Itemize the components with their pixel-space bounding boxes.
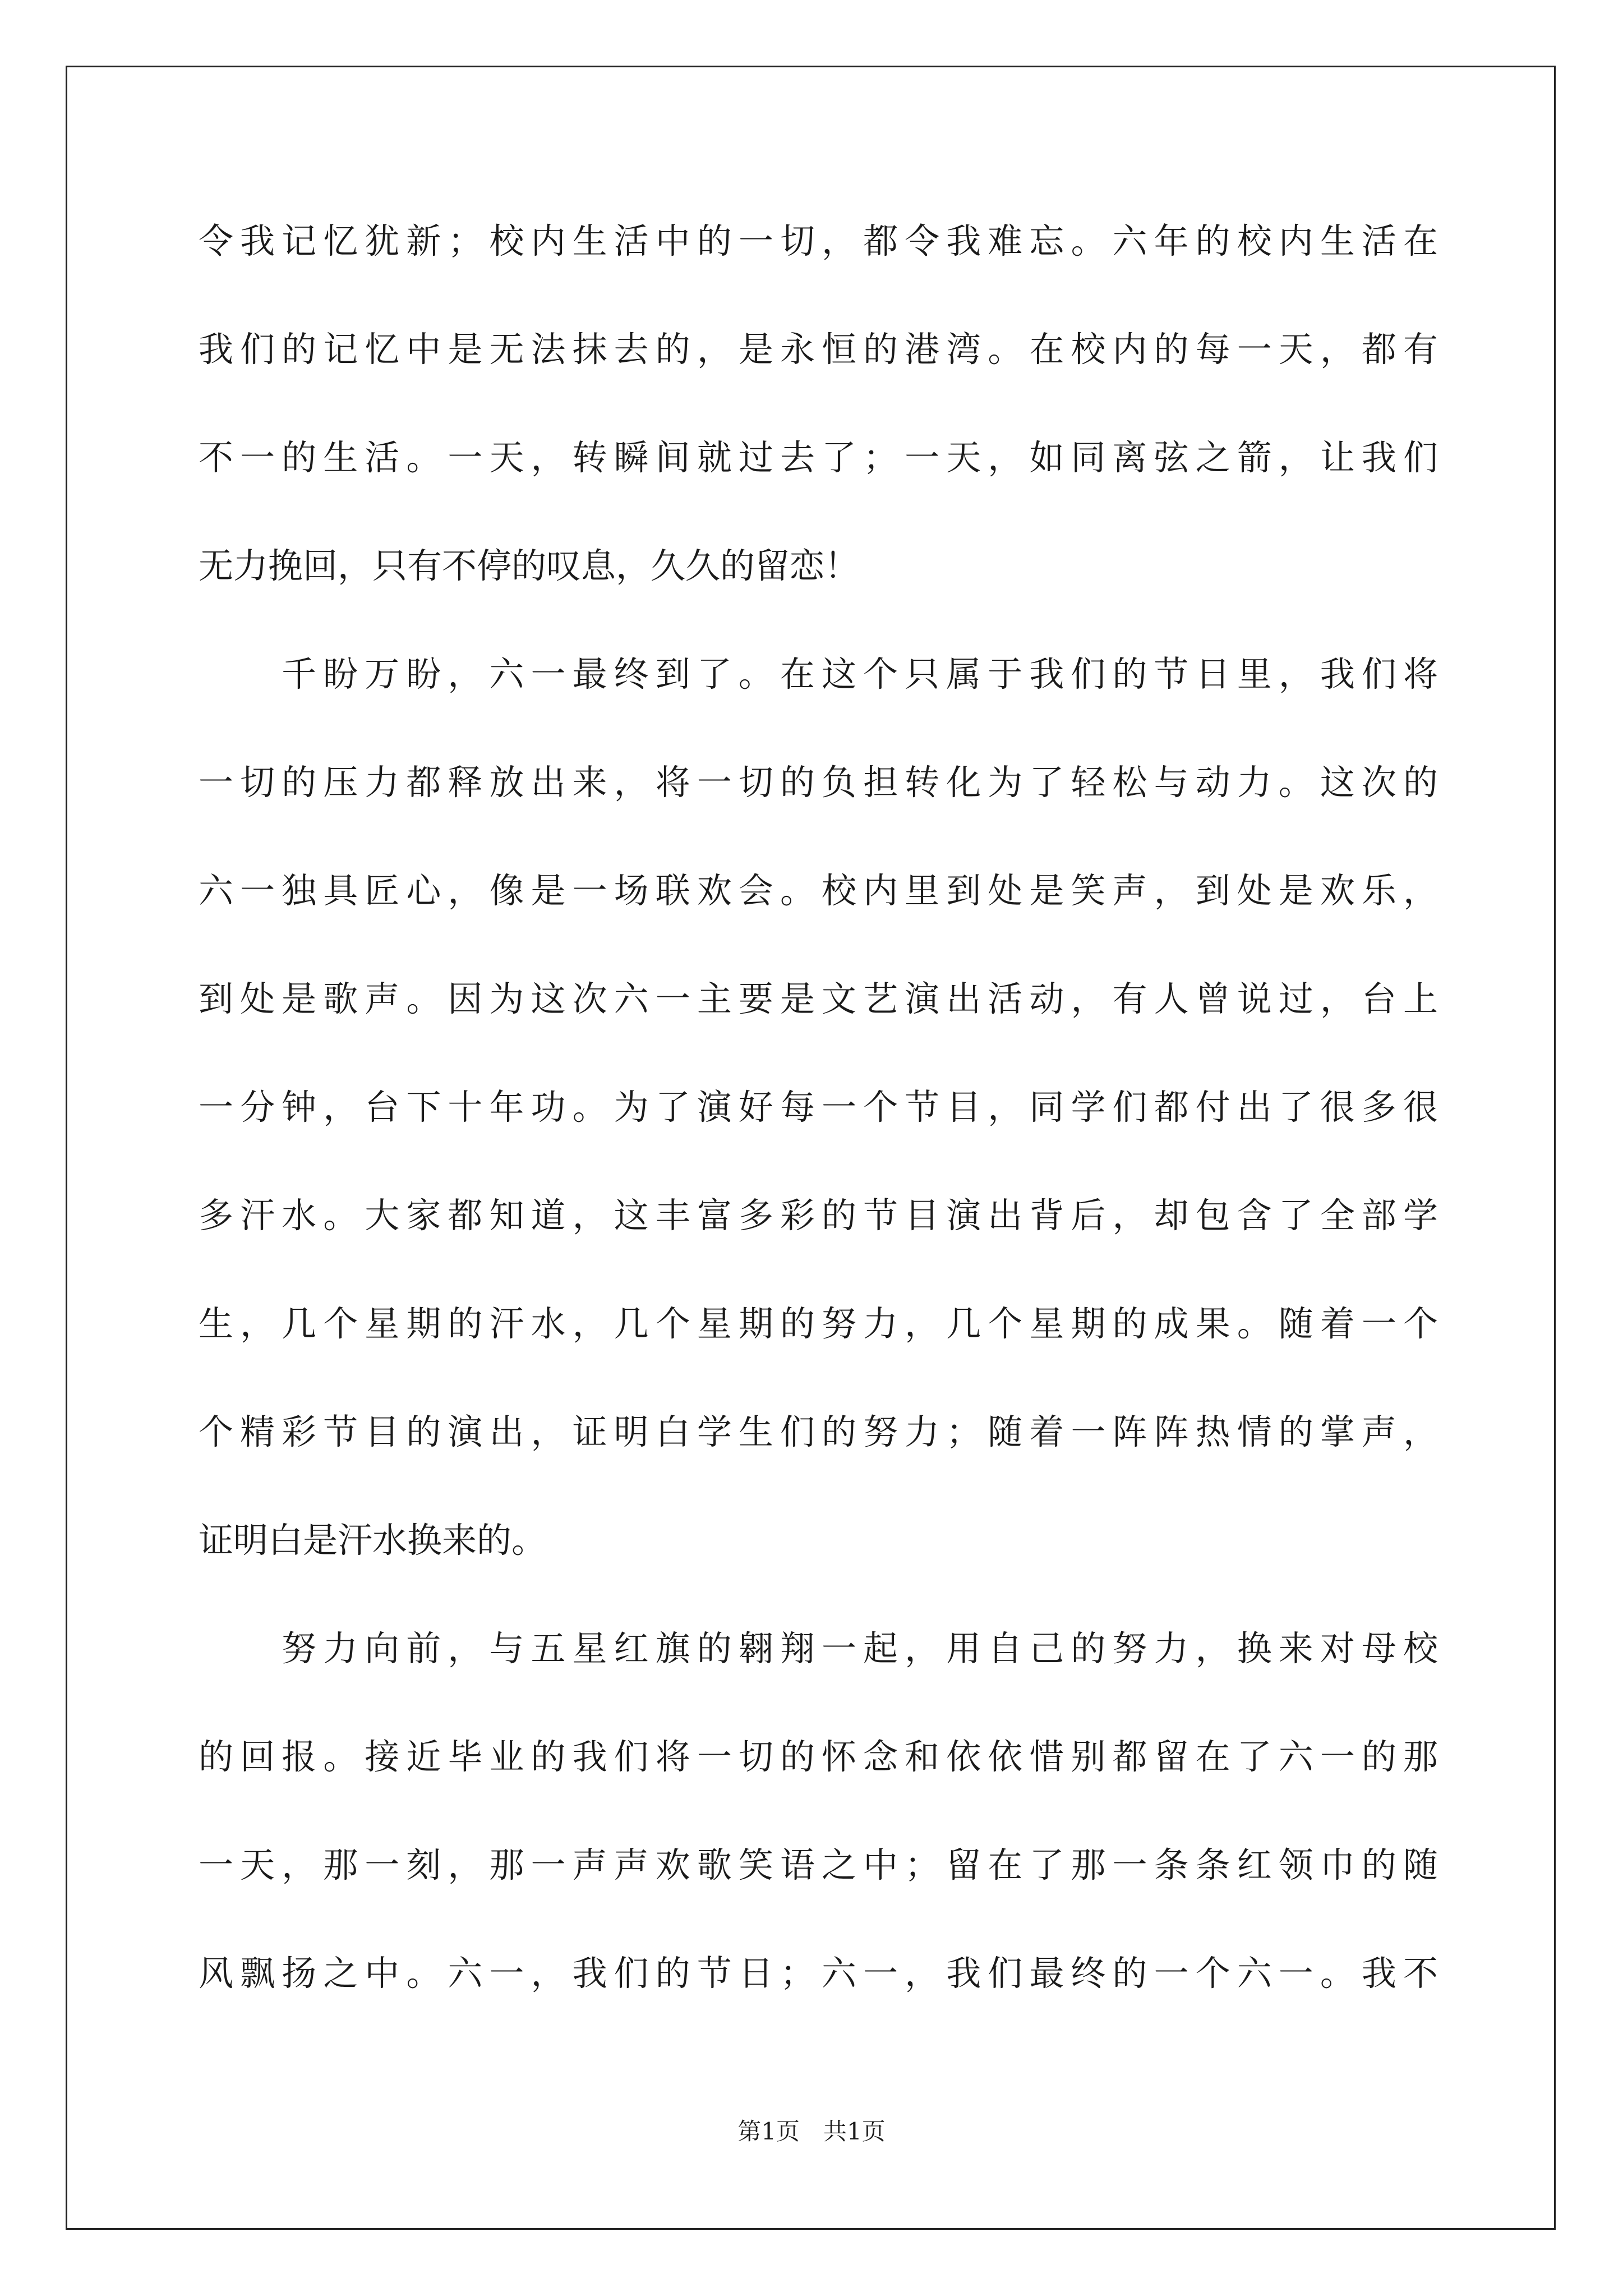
text-line: 风飘扬之中。六一，我们的节日；六一，我们最终的一个六一。我不 [199, 1953, 1438, 1994]
text-line: 的回报。接近毕业的我们将一切的怀念和依依惜别都留在了六一的那 [199, 1736, 1438, 1777]
text-line: 无力挽回，只有不停的叹息，久久的留恋！ [199, 545, 860, 586]
text-line: 生，几个星期的汗水，几个星期的努力，几个星期的成果。随着一个 [199, 1303, 1438, 1344]
text-line: 一天，那一刻，那一声声欢歌笑语之中；留在了那一条条红领巾的随 [199, 1844, 1438, 1885]
text-line: 我们的记忆中是无法抹去的，是永恒的港湾。在校内的每一天，都有 [199, 329, 1438, 370]
text-line: 个精彩节目的演出，证明白学生们的努力；随着一阵阵热情的掌声， [199, 1411, 1438, 1452]
text-line: 到处是歌声。因为这次六一主要是文艺演出活动，有人曾说过，台上 [199, 978, 1438, 1019]
text-line: 证明白是汗水换来的。 [199, 1520, 547, 1561]
text-line: 努力向前，与五星红旗的翱翔一起，用自己的努力，换来对母校 [282, 1628, 1438, 1669]
text-line: 不一的生活。一天，转瞬间就过去了；一天，如同离弦之箭，让我们 [199, 437, 1438, 478]
text-line: 多汗水。大家都知道，这丰富多彩的节目演出背后，却包含了全部学 [199, 1195, 1438, 1236]
text-line: 一切的压力都释放出来，将一切的负担转化为了轻松与动力。这次的 [199, 762, 1438, 803]
text-line: 六一独具匠心，像是一场联欢会。校内里到处是笑声，到处是欢乐， [199, 870, 1438, 911]
text-line: 令我记忆犹新；校内生活中的一切，都令我难忘。六年的校内生活在 [199, 220, 1438, 261]
text-line: 一分钟，台下十年功。为了演好每一个节目，同学们都付出了很多很 [199, 1087, 1438, 1128]
text-line: 千盼万盼，六一最终到了。在这个只属于我们的节日里，我们将 [282, 654, 1438, 694]
document-body [199, 213, 1438, 2054]
page-number-footer: 第1页 共1页 [737, 2118, 886, 2145]
